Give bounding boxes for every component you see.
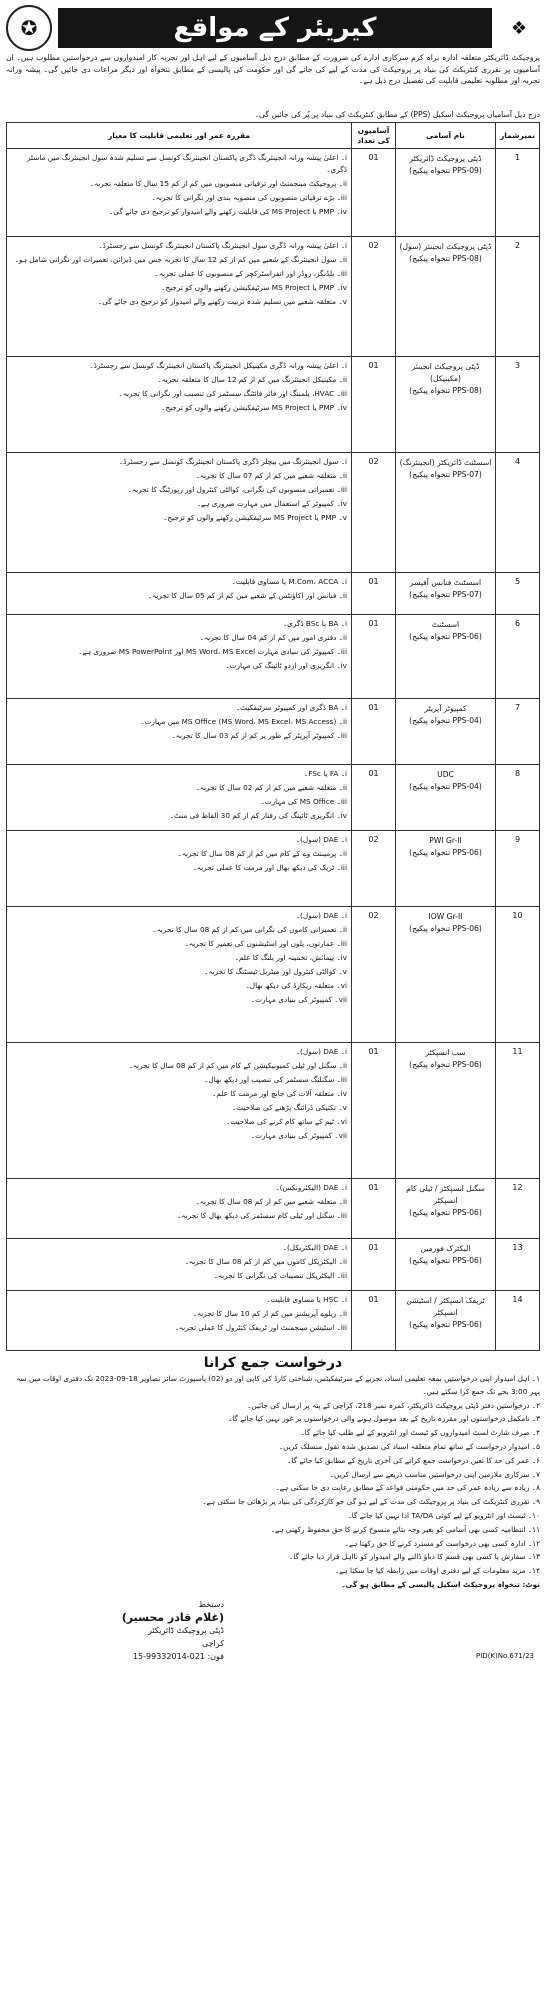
requirement-line: ii۔ دفتری امور میں کم از کم 04 سال کا تجربہ۔ [199, 633, 347, 642]
organization-logo-icon: ❖ [510, 17, 528, 39]
signatory-name: (غلام قادر محسیر) [121, 1610, 224, 1624]
row-sn: 11 [496, 1043, 540, 1179]
post-scale: (PPS-06 تنخواہ پیکیج) [409, 632, 482, 641]
row-sn: 9 [496, 831, 540, 907]
requirement-line: iv۔ کمپیوٹر کے استعمال میں مہارت ضروری ہے۔ [196, 499, 347, 508]
requirement-line: ii۔ سول انجینئرنگ کے شعبے میں کم از کم 12 سال کا تجربہ جس میں ڈیزائن، تعمیرات اور نگرانی شامل ہو۔ [14, 255, 347, 264]
row-title [396, 237, 496, 357]
row-count: 01 [352, 699, 396, 765]
apply-item: ۱۳۔ سفارش یا کسی بھی قسم کا دباؤ ڈالنے والے امیدوار کو نااہل قرار دیا جائے گا۔ [288, 1552, 540, 1562]
row-sn: 12 [496, 1179, 540, 1239]
requirement-line: i۔ M.Com، ACCA یا مساوی قابلیت۔ [231, 577, 347, 586]
phone: فون: 021-99332014-15 [132, 1651, 224, 1661]
requirement-line: iii۔ ٹریک کی دیکھ بھال اور مرمت کا عملی تجربہ۔ [192, 863, 347, 872]
requirement-line: i۔ DAE (سول)۔ [295, 835, 347, 844]
row-title [396, 615, 496, 699]
row-requirements [7, 615, 352, 699]
row-sn: 1 [496, 149, 540, 237]
requirement-line: iv۔ PMP یا MS Project سرٹیفکیشن رکھنے والوں کو ترجیح۔ [161, 283, 347, 292]
requirement-line: ii۔ تعمیراتی کاموں کی نگرانی میں کم از کم 08 سال کا تجربہ۔ [152, 925, 347, 934]
post-title: IOW Gr-II [428, 912, 463, 921]
requirement-line: iii۔ اسٹیشن مینجمنٹ اور ٹریفک کنٹرول کا عملی تجربہ۔ [174, 1323, 347, 1332]
requirement-line: i۔ DAE (الیکٹرونکس)۔ [275, 1183, 347, 1192]
apply-item: ۱۰۔ ٹیسٹ اور انٹرویو کے لیے کوئی TA/DA ادا نہیں کیا جائے گا۔ [347, 1510, 540, 1520]
apply-item: ۱۴۔ مزید معلومات کے لیے دفتری اوقات میں رابطہ کیا جا سکتا ہے۔ [334, 1566, 540, 1576]
table-row [7, 149, 540, 237]
row-count: 02 [352, 237, 396, 357]
post-title: ٹریفک انسپکٹر / اسٹیشن انسپکٹر [406, 1296, 485, 1317]
scale-note: درج ذیل آسامیاں پروجیکٹ اسکیل (PPS) کے مطابق کنٹریکٹ کی بنیاد پر پُر کی جائیں گی۔ [254, 110, 540, 119]
post-scale: (PPS-06 تنخواہ پیکیج) [409, 1208, 482, 1217]
row-count: 02 [352, 907, 396, 1043]
requirement-line: i۔ اعلیٰ پیشہ ورانہ ڈگری سول انجینئرنگ پاکستان انجینئرنگ کونسل سے رجسٹرڈ۔ [98, 241, 347, 250]
requirement-line: ii۔ متعلقہ شعبے میں کم از کم 02 سال کا تجربہ۔ [195, 783, 347, 792]
post-scale: (PPS-07 تنخواہ پیکیج) [409, 590, 482, 599]
row-requirements [7, 907, 352, 1043]
apply-item: ۶۔ عمر کی حد کا تعین درخواست جمع کرانے کی آخری تاریخ کے مطابق کیا جائے گا۔ [287, 1455, 540, 1465]
post-title: اسسٹنٹ [431, 620, 460, 629]
row-requirements [7, 149, 352, 237]
row-count: 01 [352, 357, 396, 453]
row-count: 01 [352, 1043, 396, 1179]
apply-instructions [6, 1373, 540, 1578]
requirement-line: ii۔ مکینیکل انجینئرنگ میں کم از کم 12 سال کا متعلقہ تجربہ۔ [157, 375, 347, 384]
row-count: 01 [352, 1179, 396, 1239]
post-scale: (PPS-06 تنخواہ پیکیج) [409, 924, 482, 933]
row-title [396, 573, 496, 615]
post-scale: (PPS-07 تنخواہ پیکیج) [409, 470, 482, 479]
row-count: 01 [352, 765, 396, 831]
requirement-line: ii۔ ریلوے آپریشنز میں کم از کم 10 سال کا تجربہ۔ [192, 1309, 347, 1318]
table-row [7, 357, 540, 453]
post-scale: (PPS-06 تنخواہ پیکیج) [409, 1256, 482, 1265]
post-title: ڈپٹی پروجیکٹ ڈائریکٹر [409, 154, 482, 163]
post-title: الیکٹرک فورمین [420, 1244, 471, 1253]
requirement-line: i۔ BA ڈگری اور کمپیوٹر سرٹیفکیٹ۔ [235, 703, 347, 712]
requirement-line: iii۔ HVAC، پلمبنگ اور فائر فائٹنگ سسٹمز کی تنصیب اور نگرانی کا تجربہ۔ [118, 389, 347, 398]
requirement-line: i۔ HSC یا مساوی قابلیت۔ [266, 1295, 347, 1304]
row-requirements [7, 765, 352, 831]
post-title: اسسٹنٹ ڈائریکٹر (انجینئرنگ) [399, 458, 492, 467]
row-title [396, 1239, 496, 1291]
requirement-line: i۔ اعلیٰ پیشہ ورانہ ڈگری مکینیکل انجینئرنگ پاکستان انجینئرنگ کونسل سے رجسٹرڈ۔ [89, 361, 347, 370]
requirement-line: i۔ FA یا FSc۔ [303, 769, 347, 778]
post-scale: (PPS-06 تنخواہ پیکیج) [409, 1320, 482, 1329]
apply-item: ۹۔ تقرری کنٹریکٹ کی بنیاد پر پروجیکٹ کی مدت کے لیے ہو گی جو کارکردگی کی بنیاد پر بڑھائی جا سکتی ہے۔ [202, 1497, 540, 1507]
row-title [396, 357, 496, 453]
post-scale: (PPS-04 تنخواہ پیکیج) [409, 782, 482, 791]
table-header-row [7, 123, 540, 149]
post-scale: (PPS-06 تنخواہ پیکیج) [409, 848, 482, 857]
apply-heading: درخواست جمع کرانا [203, 1355, 343, 1371]
row-sn: 6 [496, 615, 540, 699]
header [6, 4, 540, 52]
apply-item: ۵۔ امیدوار درخواست کے ساتھ تمام متعلقہ اسناد کی تصدیق شدہ نقول منسلک کریں۔ [278, 1441, 540, 1451]
row-sn: 7 [496, 699, 540, 765]
requirement-line: v۔ کوالٹی کنٹرول اور میٹریل ٹیسٹنگ کا تجربہ۔ [203, 967, 347, 976]
row-requirements [7, 699, 352, 765]
requirement-line: iii۔ الیکٹریکل تنصیبات کی نگرانی کا تجربہ۔ [213, 1271, 347, 1280]
apply-note: نوٹ: تنخواہ پروجیکٹ اسکیل پالیسی کے مطابق ہو گی۔ [341, 1579, 540, 1589]
post-title: UDC [437, 770, 454, 779]
header-title: نام آسامی [396, 123, 496, 149]
row-requirements [7, 1179, 352, 1239]
requirement-line: iii۔ MS Office کی مہارت۔ [260, 797, 347, 806]
table-row [7, 615, 540, 699]
row-sn: 2 [496, 237, 540, 357]
requirement-line: iv۔ PMP یا MS Project سرٹیفکیشن رکھنے والوں کو ترجیح۔ [161, 403, 347, 412]
row-count: 01 [352, 1291, 396, 1351]
requirement-line: i۔ DAE (سول)۔ [295, 911, 347, 920]
requirement-line: ii۔ الیکٹریکل کاموں میں کم از کم 08 سال کا تجربہ۔ [184, 1257, 347, 1266]
signature-label: دستخط [198, 1599, 224, 1609]
apply-item: ۱۱۔ انتظامیہ کسی بھی آسامی کو بغیر وجہ بتائے منسوخ کرنے کا حق محفوظ رکھتی ہے۔ [270, 1524, 540, 1534]
post-title: ڈپٹی پروجیکٹ انجینئر (مکینیکل) [411, 362, 480, 383]
requirement-line: ii۔ فنانس اور اکاؤنٹس کے شعبے میں کم از کم 05 سال کا تجربہ۔ [147, 591, 347, 600]
row-count: 01 [352, 149, 396, 237]
posts-table-body [7, 149, 540, 1351]
requirement-line: iv۔ انگریزی ٹائپنگ کی رفتار کم از کم 30 الفاظ فی منٹ۔ [169, 811, 347, 820]
requirement-line: iii۔ سگنلنگ سسٹمز کی تنصیب اور دیکھ بھال۔ [204, 1075, 347, 1084]
pid-number: PID(K)No.671/23 [476, 1651, 534, 1660]
post-scale: (PPS-06 تنخواہ پیکیج) [409, 1060, 482, 1069]
post-title: کمپیوٹر آپریٹر [424, 704, 467, 713]
requirement-line: ii۔ پروجیکٹ مینجمنٹ اور ترقیاتی منصوبوں میں کم از کم 15 سال کا متعلقہ تجربہ۔ [89, 179, 347, 188]
apply-item: ۴۔ صرف شارٹ لسٹ امیدواروں کو ٹیسٹ اور انٹرویو کے لیے طلب کیا جائے گا۔ [300, 1428, 540, 1438]
requirement-line: ii۔ متعلقہ شعبے میں کم از کم 08 سال کا تجربہ۔ [195, 1197, 347, 1206]
row-sn: 13 [496, 1239, 540, 1291]
table-row [7, 1291, 540, 1351]
table-row [7, 573, 540, 615]
requirement-line: iii۔ عمارتوں، پلوں اور اسٹیشنوں کی تعمیر کا تجربہ۔ [184, 939, 347, 948]
requirement-line: iv۔ پیمائش، تخمینہ اور بلنگ کا علم۔ [234, 953, 347, 962]
table-row [7, 831, 540, 907]
post-title: ڈپٹی پروجیکٹ انجینئر (سول) [399, 242, 492, 251]
row-title [396, 907, 496, 1043]
requirement-line: iv۔ انگریزی اور اردو ٹائپنگ کی مہارت۔ [225, 661, 347, 670]
footer [6, 1598, 540, 1662]
post-title: PWI Gr-II [429, 836, 462, 845]
requirement-line: ii۔ متعلقہ شعبے میں کم از کم 07 سال کا تجربہ۔ [195, 471, 347, 480]
post-scale: (PPS-08 تنخواہ پیکیج) [409, 254, 482, 263]
row-count: 02 [352, 831, 396, 907]
row-sn: 10 [496, 907, 540, 1043]
post-scale: (PPS-09 تنخواہ پیکیج) [409, 166, 482, 175]
row-requirements [7, 573, 352, 615]
post-scale: (PPS-08 تنخواہ پیکیج) [409, 386, 482, 395]
requirement-line: iii۔ بڑے ترقیاتی منصوبوں کی منصوبہ بندی اور نگرانی کا تجربہ۔ [151, 193, 347, 202]
row-requirements [7, 453, 352, 573]
row-sn: 8 [496, 765, 540, 831]
intro-paragraph: پروجیکٹ ڈائریکٹر متعلقہ ادارہ براہ کرم سرکاری ادارے کی ضرورت کے مطابق درج ذیل آسامیوں کے لیے اہل اور تجربہ کار امیدواروں سے درخواستیں مطلوب ہیں۔ ان آسامیوں پر تقرری کنٹریکٹ کی بنیاد پر پروجیکٹ کی مدت کے لیے کی جائے گی اور حکومت کی پالیسی کے مطابق تنخواہ اور دیگر مراعات دی جائیں گی۔ پیشہ ورانہ تجربہ اور مطلوبہ تعلیمی قابلیت کی تفصیل درج ذیل ہے۔ [6, 53, 540, 86]
emblem-icon: ✪ [6, 5, 52, 51]
post-title: سب انسپکٹر [425, 1048, 466, 1057]
requirement-line: iv۔ متعلقہ آلات کی جانچ اور مرمت کا علم۔ [212, 1089, 347, 1098]
row-count: 01 [352, 573, 396, 615]
row-count: 02 [352, 453, 396, 573]
requirement-line: iii۔ کمپیوٹر آپریٹر کے طور پر کم از کم 03 سال کا تجربہ۔ [171, 731, 347, 740]
page-title: کیریئر کے مواقع [58, 8, 492, 48]
row-requirements [7, 1291, 352, 1351]
requirement-line: vi۔ متعلقہ ریکارڈ کی دیکھ بھال۔ [245, 981, 347, 990]
table-row [7, 907, 540, 1043]
requirement-line: iii۔ سگنل اور ٹیلی کام سسٹمز کی دیکھ بھال کا تجربہ۔ [177, 1211, 347, 1220]
requirement-line: i۔ DAE (سول)۔ [295, 1047, 347, 1056]
row-title [396, 1043, 496, 1179]
signature-block [14, 1598, 224, 1663]
header-sn: نمبرشمار [496, 123, 540, 149]
row-title [396, 453, 496, 573]
apply-item: ۱۲۔ ادارہ کسی بھی درخواست کو مسترد کرنے کا حق رکھتا ہے۔ [344, 1538, 540, 1548]
table-row [7, 1179, 540, 1239]
designation: ڈپٹی پروجیکٹ ڈائریکٹر [148, 1625, 224, 1635]
requirement-line: v۔ PMP یا MS Project سرٹیفکیشن رکھنے والوں کو ترجیح۔ [163, 513, 347, 522]
table-row [7, 453, 540, 573]
row-count: 01 [352, 615, 396, 699]
row-requirements [7, 831, 352, 907]
header-requirements: مقررہ عمر اور تعلیمی قابلیت کا معیار [7, 123, 352, 149]
row-requirements [7, 1239, 352, 1291]
requirement-line: iii۔ تعمیراتی منصوبوں کی نگرانی، کوالٹی کنٹرول اور رپورٹنگ کا تجربہ۔ [127, 485, 347, 494]
apply-item: ۸۔ زیادہ سے زیادہ عمر کی حد میں حکومتی قواعد کے مطابق رعایت دی جا سکتی ہے۔ [275, 1483, 540, 1493]
table-row [7, 699, 540, 765]
post-scale: (PPS-04 تنخواہ پیکیج) [409, 716, 482, 725]
row-sn: 3 [496, 357, 540, 453]
requirement-line: vi۔ ٹیم کے ساتھ کام کرنے کی صلاحیت۔ [226, 1117, 347, 1126]
row-requirements [7, 237, 352, 357]
table-row [7, 237, 540, 357]
office: کراچی [201, 1638, 224, 1648]
row-title [396, 1179, 496, 1239]
requirement-line: i۔ BA یا BSc ڈگری۔ [282, 619, 347, 628]
requirement-line: vii۔ کمپیوٹر کی بنیادی مہارت۔ [250, 995, 347, 1004]
post-title: سگنل انسپکٹر / ٹیلی کام انسپکٹر [406, 1184, 485, 1205]
row-requirements [7, 357, 352, 453]
post-title: اسسٹنٹ فنانس آفیسر [409, 578, 482, 587]
row-title [396, 149, 496, 237]
table-row [7, 1239, 540, 1291]
requirement-line: ii۔ پرمیننٹ وے کے کام میں کم از کم 08 سال کا تجربہ۔ [177, 849, 347, 858]
requirement-line: i۔ سول انجینئرنگ میں بیچلر ڈگری پاکستان انجینئرنگ کونسل سے رجسٹرڈ۔ [118, 457, 347, 466]
apply-item: ۷۔ سرکاری ملازمین اپنی درخواستیں مناسب ذریعے سے ارسال کریں۔ [329, 1469, 540, 1479]
requirement-line: v۔ تکنیکی ڈرائنگ پڑھنے کی صلاحیت۔ [232, 1103, 347, 1112]
requirement-line: iv۔ PMP یا MS Project کی قابلیت رکھنے والے امیدوار کو ترجیح دی جائے گی۔ [109, 207, 347, 216]
requirement-line: iii۔ بلڈنگز، روڈز اور انفراسٹرکچر کے منصوبوں کا عملی تجربہ۔ [154, 269, 347, 278]
table-row [7, 765, 540, 831]
requirement-line: iii۔ کمپیوٹر کی بنیادی مہارت MS Word، MS Excel اور MS PowerPoint ضروری ہے۔ [78, 647, 347, 656]
requirement-line: vii۔ کمپیوٹر کی بنیادی مہارت۔ [250, 1131, 347, 1140]
requirement-line: v۔ متعلقہ شعبے میں تسلیم شدہ تربیت رکھنے والے امیدوار کو ترجیح دی جائے گی۔ [97, 297, 347, 306]
requirement-line: ii۔ MS Office (MS Word، MS Excel، MS Access) میں مہارت۔ [140, 717, 347, 726]
row-title [396, 1291, 496, 1351]
requirement-line: ii۔ سگنل اور ٹیلی کمیونیکیشن کے کام میں کم از کم 08 سال کا تجربہ۔ [128, 1061, 347, 1070]
row-title [396, 765, 496, 831]
row-count: 01 [352, 1239, 396, 1291]
row-sn: 4 [496, 453, 540, 573]
row-title [396, 699, 496, 765]
row-requirements [7, 1043, 352, 1179]
header-count: آسامیوں کی تعداد [352, 123, 396, 149]
row-title [396, 831, 496, 907]
posts-table [6, 122, 540, 1351]
requirement-line: i۔ اعلیٰ پیشہ ورانہ انجینئرنگ ڈگری پاکستان انجینئرنگ کونسل سے تسلیم شدہ سول انجینئرنگ میں ماسٹر ڈگری۔ [26, 153, 347, 174]
requirement-line: i۔ DAE (الیکٹریکل)۔ [282, 1243, 347, 1252]
row-sn: 14 [496, 1291, 540, 1351]
table-row [7, 1043, 540, 1179]
apply-item: ۲۔ درخواستیں دفتر ڈپٹی پروجیکٹ ڈائریکٹر، کمرہ نمبر 218، کراچی کے پتہ پر ارسال کی جائیں۔ [247, 1400, 540, 1410]
row-sn: 5 [496, 573, 540, 615]
apply-item: ۱۔ اہل امیدوار اپنی درخواستیں بمعہ تعلیمی اسناد، تجربے کے سرٹیفکیٹس، شناختی کارڈ کی کاپی اور دو (02) پاسپورٹ سائز تصاویر 18-09-2023 تک دفتری اوقات میں سہ پہر 3:00 بجے تک جمع کرا سکتے ہیں۔ [16, 1374, 540, 1396]
apply-item: ۳۔ نامکمل درخواستوں اور مقررہ تاریخ کے بعد موصول ہونے والی درخواستوں پر غور نہیں کیا جائے گا۔ [227, 1414, 540, 1424]
